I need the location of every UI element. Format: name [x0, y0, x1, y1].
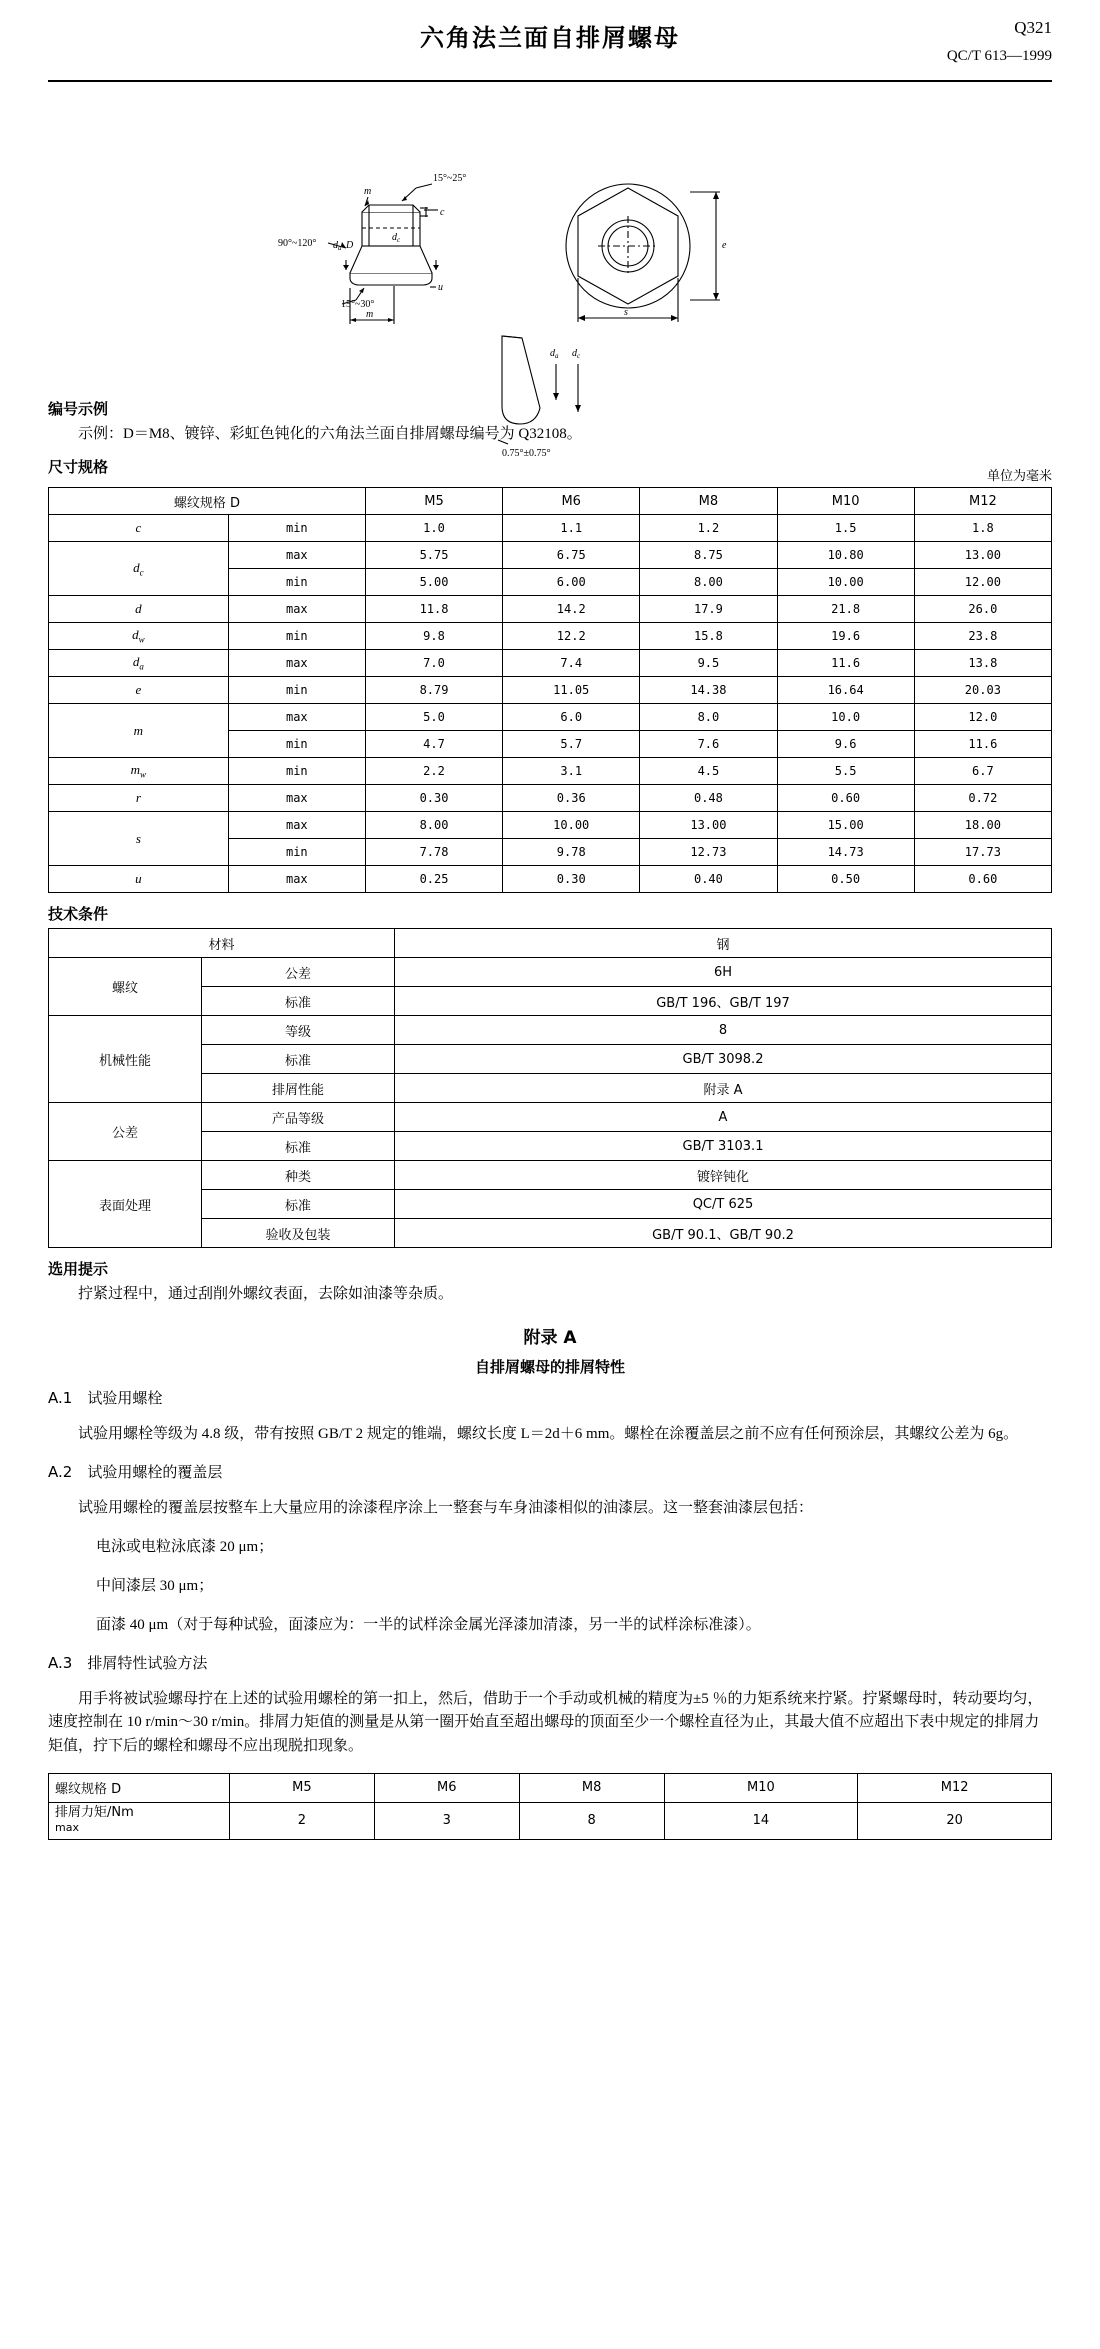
svg-text:c: c: [440, 207, 445, 218]
tech-value: GB/T 3103.1: [395, 1132, 1052, 1161]
dim-limit: min: [228, 731, 365, 758]
tech-sub-label: 种类: [202, 1161, 395, 1190]
dim-symbol: $d_c$: [49, 542, 229, 596]
clause-a2-number: A.2: [48, 1462, 73, 1481]
dim-value: 23.8: [914, 623, 1051, 650]
dim-value: 6.0: [503, 704, 640, 731]
tech-sub-label: 标准: [202, 1190, 395, 1219]
svg-text:dc: $d_c$: [392, 232, 401, 244]
torque-row-label: 排屑力矩/Nm max: [49, 1802, 230, 1839]
dim-value: 11.6: [914, 731, 1051, 758]
tech-value: GB/T 90.1、GB/T 90.2: [395, 1219, 1052, 1248]
tech-value: 镀锌钝化: [395, 1161, 1052, 1190]
dim-value: 7.6: [640, 731, 777, 758]
clause-a2-item-2: 中间漆层 30 μm；: [96, 1578, 214, 1594]
torque-value-4: 20: [858, 1802, 1052, 1839]
dim-value: 10.0: [777, 704, 914, 731]
dim-limit: min: [228, 758, 365, 785]
dim-value: 0.72: [914, 785, 1051, 812]
dim-symbol: r: [49, 785, 229, 812]
section-technical-heading: 技术条件: [48, 905, 109, 924]
numbering-example-text: 示例：D＝M8、镀锌、彩虹色钝化的六角法兰面自排屑螺母编号为 Q32108。: [78, 426, 582, 442]
dim-value: 1.8: [914, 515, 1051, 542]
dim-col-header: 螺纹规格 D: [49, 488, 366, 515]
dim-value: 9.8: [365, 623, 502, 650]
clause-a3-body: 用手将被试验螺母拧在上述的试验用螺栓的第一扣上，然后，借助于一个手动或机械的精度为±5 ％的力矩系统来拧紧。拧紧螺母时，转动要均匀，速度控制在 10 r/min～30 r/min。排屑力矩值的测量是从第一圈开始直至超出螺母的顶面至少一个螺栓直径为止，其最大值不应超出下表中规定的排屑力矩值，拧下后的螺栓和螺母不应出现脱扣现象。: [48, 1691, 1043, 1754]
clause-a1-title: 试验用螺栓: [87, 1390, 163, 1407]
dim-value: 10.80: [777, 542, 914, 569]
clause-a2-title: 试验用螺栓的覆盖层: [87, 1464, 223, 1481]
dim-value: 0.48: [640, 785, 777, 812]
table-row: [49, 596, 1052, 623]
torque-row-header: 螺纹规格 D: [49, 1773, 230, 1802]
dim-value: 7.4: [503, 650, 640, 677]
dim-value: 3.1: [503, 758, 640, 785]
tech-group-label: 螺纹: [49, 958, 202, 1016]
dim-value: 5.0: [365, 704, 502, 731]
tech-sub-label: 验收及包装: [202, 1219, 395, 1248]
torque-size-0: M5: [230, 1773, 375, 1802]
tech-sub-label: 产品等级: [202, 1103, 395, 1132]
dim-value: 21.8: [777, 596, 914, 623]
torque-value-2: 8: [519, 1802, 664, 1839]
dim-value: 12.00: [914, 569, 1051, 596]
dim-value: 26.0: [914, 596, 1051, 623]
dim-value: 0.50: [777, 866, 914, 893]
unit-note: 单位为毫米: [986, 468, 1052, 484]
dim-value: 5.00: [365, 569, 502, 596]
section-dimensions-heading: 尺寸规格: [48, 458, 109, 477]
dim-value: 8.00: [640, 569, 777, 596]
table-row: [49, 785, 1052, 812]
svg-text:m: m: [364, 186, 372, 197]
dim-value: 9.78: [503, 839, 640, 866]
torque-value-3: 14: [664, 1802, 858, 1839]
dim-limit: max: [228, 650, 365, 677]
dim-value: 13.00: [640, 812, 777, 839]
svg-text:e: e: [722, 240, 727, 251]
dim-symbol: $d_a$: [49, 650, 229, 677]
dim-value: 1.1: [503, 515, 640, 542]
dim-value: 5.7: [503, 731, 640, 758]
dim-limit: min: [228, 623, 365, 650]
table-row: [49, 929, 1052, 958]
dim-limit: max: [228, 785, 365, 812]
page-title: 六角法兰面自排屑螺母: [420, 24, 680, 52]
table-row: [49, 1802, 1052, 1839]
dim-limit: max: [228, 866, 365, 893]
dim-value: 9.6: [777, 731, 914, 758]
tech-value: GB/T 3098.2: [395, 1045, 1052, 1074]
dim-value: 1.2: [640, 515, 777, 542]
dim-value: 0.36: [503, 785, 640, 812]
dim-value: 6.7: [914, 758, 1051, 785]
tech-sub-label: 标准: [202, 1132, 395, 1161]
torque-value-1: 3: [374, 1802, 519, 1839]
dim-limit: max: [228, 596, 365, 623]
tech-value: 6H: [395, 958, 1052, 987]
dim-value: 14.73: [777, 839, 914, 866]
dim-value: 8.75: [640, 542, 777, 569]
dim-value: 5.75: [365, 542, 502, 569]
svg-text:u: u: [438, 282, 443, 293]
dim-limit: min: [228, 569, 365, 596]
tech-sub-label: 标准: [202, 987, 395, 1016]
clause-a2-item-3: 面漆 40 μm（对于每种试验，面漆应为：一半的试样涂金属光泽漆加清漆，另一半的试样涂标准漆）。: [96, 1617, 761, 1633]
torque-size-3: M10: [664, 1773, 858, 1802]
dim-value: 8.79: [365, 677, 502, 704]
dim-symbol: $d_w$: [49, 623, 229, 650]
dim-value: 0.25: [365, 866, 502, 893]
table-row: [49, 1103, 1052, 1132]
dim-value: 10.00: [503, 812, 640, 839]
dim-value: 13.00: [914, 542, 1051, 569]
appendix-title: 附录 A: [523, 1327, 577, 1348]
dim-value: 19.6: [777, 623, 914, 650]
dim-value: 11.6: [777, 650, 914, 677]
table-row: [49, 812, 1052, 839]
clause-a2-body: 试验用螺栓的覆盖层按整车上大量应用的涂漆程序涂上一整套与车身油漆相似的油漆层。这一整套油漆层包括：: [78, 1499, 814, 1516]
header-divider: [48, 80, 1052, 82]
dim-value: 15.00: [777, 812, 914, 839]
table-row: [49, 515, 1052, 542]
torque-table: [48, 1773, 1052, 1840]
dim-value: 11.8: [365, 596, 502, 623]
dim-symbol: $m_w$: [49, 758, 229, 785]
dim-limit: min: [228, 677, 365, 704]
tech-group-label: 机械性能: [49, 1016, 202, 1103]
table-row: [49, 704, 1052, 731]
dim-value: 17.9: [640, 596, 777, 623]
svg-text:15°~25°: 15°~25°: [433, 173, 467, 184]
appendix-subtitle: 自排屑螺母的排屑特性: [474, 1357, 625, 1376]
dim-value: 0.30: [365, 785, 502, 812]
tech-value: 钢: [395, 929, 1052, 958]
dim-value: 0.60: [914, 866, 1051, 893]
table-row: [49, 866, 1052, 893]
table-row: [49, 623, 1052, 650]
clause-a3: [48, 1652, 1052, 1673]
tech-group-label: 表面处理: [49, 1161, 202, 1248]
clause-a1-number: A.1: [48, 1388, 73, 1407]
torque-size-2: M8: [519, 1773, 664, 1802]
dim-value: 0.30: [503, 866, 640, 893]
table-row: [49, 1773, 1052, 1802]
appendix-clauses: [48, 1387, 1052, 1758]
dim-value: 0.40: [640, 866, 777, 893]
clause-a3-title: 排屑特性试验方法: [87, 1656, 208, 1672]
dim-value: 13.8: [914, 650, 1051, 677]
dim-value: 7.78: [365, 839, 502, 866]
tech-value: 附录 A: [395, 1074, 1052, 1103]
dim-limit: min: [228, 515, 365, 542]
table-row: [49, 677, 1052, 704]
tech-value: 8: [395, 1016, 1052, 1045]
table-row: [49, 488, 1052, 515]
dim-symbol: e: [49, 677, 229, 704]
clause-a2-item-1: 电泳或电粒泳底漆 20 μm；: [96, 1539, 274, 1555]
svg-text:D: D: [346, 240, 354, 251]
dim-value: 11.05: [503, 677, 640, 704]
tech-value: A: [395, 1103, 1052, 1132]
tech-sub-label: 标准: [202, 1045, 395, 1074]
dim-size-header-1: M6: [503, 488, 640, 515]
svg-text:dc: $d_c$: [572, 348, 581, 360]
dim-size-header-3: M10: [777, 488, 914, 515]
dim-size-header-4: M12: [914, 488, 1051, 515]
dim-value: 18.00: [914, 812, 1051, 839]
tech-label: 材料: [49, 929, 395, 958]
standard-code: QC/T 613—1999: [946, 48, 1052, 64]
table-row: [49, 1161, 1052, 1190]
dim-symbol: m: [49, 704, 229, 758]
dim-value: 6.00: [503, 569, 640, 596]
svg-text:m: m: [366, 309, 374, 320]
svg-text:da: $d_a$: [333, 240, 342, 252]
dim-value: 4.5: [640, 758, 777, 785]
torque-size-1: M6: [374, 1773, 519, 1802]
dim-value: 14.2: [503, 596, 640, 623]
table-row: [49, 958, 1052, 987]
clause-a3-number: A.3: [48, 1654, 73, 1672]
dim-value: 12.2: [503, 623, 640, 650]
dim-symbol: u: [49, 866, 229, 893]
technical-table: [48, 928, 1052, 1248]
dim-value: 0.60: [777, 785, 914, 812]
dim-limit: max: [228, 542, 365, 569]
dimensions-table: [48, 487, 1052, 893]
tech-value: GB/T 196、GB/T 197: [395, 987, 1052, 1016]
dim-limit: min: [228, 839, 365, 866]
dim-value: 12.73: [640, 839, 777, 866]
svg-text:s: s: [624, 307, 628, 318]
tech-sub-label: 公差: [202, 958, 395, 987]
dim-value: 9.5: [640, 650, 777, 677]
clause-a1: [48, 1387, 1052, 1408]
dim-size-header-0: M5: [365, 488, 502, 515]
torque-value-0: 2: [230, 1802, 375, 1839]
dim-value: 20.03: [914, 677, 1051, 704]
tech-group-label: 公差: [49, 1103, 202, 1161]
dim-symbol: s: [49, 812, 229, 866]
dim-limit: max: [228, 704, 365, 731]
part-code: Q321: [1014, 18, 1052, 37]
dim-symbol: c: [49, 515, 229, 542]
dim-value: 12.0: [914, 704, 1051, 731]
svg-text:15°~30°: 15°~30°: [341, 299, 375, 310]
clause-a2: [48, 1461, 1052, 1482]
dim-value: 17.73: [914, 839, 1051, 866]
dim-value: 8.0: [640, 704, 777, 731]
torque-size-4: M12: [858, 1773, 1052, 1802]
dim-value: 8.00: [365, 812, 502, 839]
dim-value: 10.00: [777, 569, 914, 596]
dim-limit: max: [228, 812, 365, 839]
svg-text:da: $d_a$: [550, 348, 559, 360]
dim-value: 5.5: [777, 758, 914, 785]
dim-value: 15.8: [640, 623, 777, 650]
dim-value: 16.64: [777, 677, 914, 704]
dim-value: 2.2: [365, 758, 502, 785]
dim-value: 6.75: [503, 542, 640, 569]
selection-text: 拧紧过程中，通过刮削外螺纹表面，去除如油漆等杂质。: [78, 1286, 454, 1303]
svg-text:90°~120°: 90°~120°: [278, 238, 317, 249]
section-selection-heading: 选用提示: [48, 1260, 109, 1279]
tech-value: QC/T 625: [395, 1190, 1052, 1219]
tech-sub-label: 等级: [202, 1016, 395, 1045]
dim-symbol: d: [49, 596, 229, 623]
dim-value: 1.5: [777, 515, 914, 542]
tech-sub-label: 排屑性能: [202, 1074, 395, 1103]
table-row: [49, 758, 1052, 785]
clause-a1-body: 试验用螺栓等级为 4.8 级，带有按照 GB/T 2 规定的锥端，螺纹长度 L＝2d＋6 mm。螺栓在涂覆盖层之前不应有任何预涂层，其螺纹公差为 6g。: [78, 1425, 1019, 1442]
dim-value: 14.38: [640, 677, 777, 704]
table-row: [49, 650, 1052, 677]
dim-value: 1.0: [365, 515, 502, 542]
dim-value: 4.7: [365, 731, 502, 758]
dim-size-header-2: M8: [640, 488, 777, 515]
section-numbering-heading: 编号示例: [48, 400, 109, 418]
table-row: [49, 1016, 1052, 1045]
dim-value: 7.0: [365, 650, 502, 677]
svg-text:0.75°±0.75°: 0.75°±0.75°: [502, 448, 551, 459]
table-row: [49, 542, 1052, 569]
page-header: [48, 14, 1052, 76]
